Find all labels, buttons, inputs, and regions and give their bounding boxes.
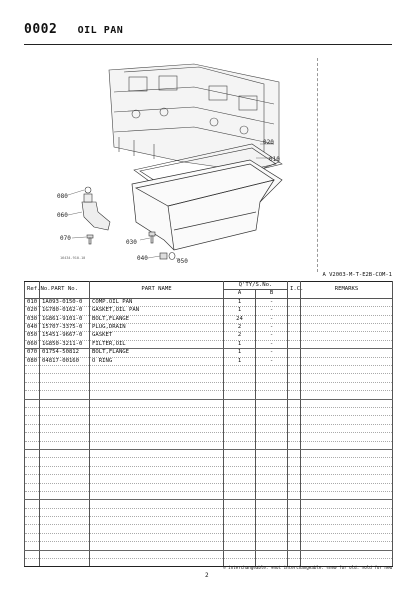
cell-a xyxy=(224,416,256,424)
cell-a xyxy=(224,374,256,382)
table-row xyxy=(25,458,393,466)
interchangeability-legend: ⇔ interchangeable. ⇎not interchangeable. ⇐new for old. ⇒old for new xyxy=(223,565,392,570)
cell-b: - xyxy=(256,340,288,348)
table-row xyxy=(25,332,393,340)
cell-remarks xyxy=(301,307,393,315)
cell-a xyxy=(224,466,256,474)
section-title: OIL PAN xyxy=(77,25,124,36)
cell-part-no: 01754-50812 xyxy=(40,349,90,357)
table-row xyxy=(25,466,393,474)
cell-name xyxy=(90,408,224,416)
table-row xyxy=(25,533,393,541)
cell-name xyxy=(90,366,224,374)
cell-name xyxy=(90,433,224,441)
cell-a: 24 xyxy=(224,315,256,323)
cell-part-no xyxy=(40,399,90,407)
cell-ic xyxy=(288,349,301,357)
cell-name xyxy=(90,424,224,432)
cell-part-no xyxy=(40,458,90,466)
cell-ic xyxy=(288,307,301,315)
cell-b xyxy=(256,483,288,491)
cell-a: 1 xyxy=(224,307,256,315)
cell-ref xyxy=(25,366,40,374)
cell-a xyxy=(224,500,256,508)
cell-remarks xyxy=(301,458,393,466)
flange-bolt xyxy=(149,232,155,243)
table-row xyxy=(25,340,393,348)
table-row xyxy=(25,441,393,449)
cell-remarks xyxy=(301,508,393,516)
cell-remarks xyxy=(301,424,393,432)
cell-remarks xyxy=(301,449,393,457)
cell-ref xyxy=(25,559,40,567)
cell-ic xyxy=(288,500,301,508)
cell-part-no xyxy=(40,366,90,374)
cell-ref: 050 xyxy=(25,332,40,340)
cell-name xyxy=(90,517,224,525)
cell-name xyxy=(90,550,224,558)
oil-filter xyxy=(82,187,110,230)
table-row xyxy=(25,542,393,550)
cell-remarks xyxy=(301,357,393,365)
cell-name xyxy=(90,416,224,424)
cell-b xyxy=(256,399,288,407)
cell-name: GASKET xyxy=(90,332,224,340)
cell-b: - xyxy=(256,349,288,357)
cell-ic xyxy=(288,491,301,499)
cell-remarks xyxy=(301,340,393,348)
cell-ic xyxy=(288,374,301,382)
cell-remarks xyxy=(301,491,393,499)
col-ic: I.C. xyxy=(288,282,301,299)
cell-remarks xyxy=(301,382,393,390)
callout-070: 070 xyxy=(60,235,71,242)
table-row xyxy=(25,349,393,357)
cell-part-no: 15707-3375-0 xyxy=(40,324,90,332)
cell-ic xyxy=(288,475,301,483)
cell-remarks xyxy=(301,475,393,483)
cell-a xyxy=(224,508,256,516)
table-row xyxy=(25,382,393,390)
cell-ic xyxy=(288,525,301,533)
cell-part-no xyxy=(40,491,90,499)
cell-a xyxy=(224,533,256,541)
cell-b xyxy=(256,374,288,382)
cell-name xyxy=(90,374,224,382)
table-row xyxy=(25,433,393,441)
cell-ic xyxy=(288,517,301,525)
cell-ref: 020 xyxy=(25,307,40,315)
cell-name xyxy=(90,542,224,550)
table-row xyxy=(25,483,393,491)
cell-part-no xyxy=(40,508,90,516)
callout-060: 060 xyxy=(57,212,68,219)
cell-part-no xyxy=(40,550,90,558)
callout-010: 010 xyxy=(269,156,280,163)
table-row xyxy=(25,307,393,315)
cell-part-no: 15451-9667-0 xyxy=(40,332,90,340)
cell-remarks xyxy=(301,324,393,332)
cell-name: BOLT,FLANGE xyxy=(90,349,224,357)
cell-b xyxy=(256,382,288,390)
col-qty: Q'TY/S.No. xyxy=(224,282,288,290)
cell-ref xyxy=(25,542,40,550)
callout-080: 080 xyxy=(57,193,68,200)
cell-ic xyxy=(288,399,301,407)
cell-a: 1 xyxy=(224,357,256,365)
cell-ic xyxy=(288,441,301,449)
cell-a xyxy=(224,491,256,499)
cell-part-no xyxy=(40,542,90,550)
cell-b: - xyxy=(256,332,288,340)
cell-ic xyxy=(288,382,301,390)
cell-remarks xyxy=(301,441,393,449)
cell-part-no xyxy=(40,408,90,416)
section-code: 0002 xyxy=(24,22,58,37)
cell-ic xyxy=(288,533,301,541)
exploded-diagram xyxy=(24,52,392,272)
cell-ref xyxy=(25,424,40,432)
cell-b xyxy=(256,433,288,441)
cell-ic xyxy=(288,357,301,365)
cell-part-no: 04817-00160 xyxy=(40,357,90,365)
cell-a xyxy=(224,449,256,457)
cell-ic xyxy=(288,458,301,466)
cell-b xyxy=(256,533,288,541)
cell-name xyxy=(90,508,224,516)
cell-b xyxy=(256,458,288,466)
cell-name xyxy=(90,458,224,466)
cell-a: 1 xyxy=(224,340,256,348)
oil-pan xyxy=(132,160,282,250)
cell-remarks xyxy=(301,391,393,399)
cell-name xyxy=(90,391,224,399)
cell-part-no xyxy=(40,500,90,508)
cell-ref xyxy=(25,517,40,525)
cell-ref: 080 xyxy=(25,357,40,365)
cell-part-no xyxy=(40,533,90,541)
cell-remarks xyxy=(301,374,393,382)
cell-b xyxy=(256,449,288,457)
cell-remarks xyxy=(301,517,393,525)
cell-part-no xyxy=(40,416,90,424)
cell-ic xyxy=(288,466,301,474)
cell-part-no: 1A093-0150-0 xyxy=(40,298,90,306)
cell-ref xyxy=(25,399,40,407)
col-part-no: PART No. xyxy=(40,282,90,299)
table-row xyxy=(25,357,393,365)
cell-part-no xyxy=(40,449,90,457)
table-row xyxy=(25,550,393,558)
cell-ic xyxy=(288,416,301,424)
table-row xyxy=(25,416,393,424)
cell-name: FILTER,OIL xyxy=(90,340,224,348)
cell-remarks xyxy=(301,500,393,508)
cell-part-no: 1G850-3211-0 xyxy=(40,340,90,348)
cell-a xyxy=(224,408,256,416)
cell-ic xyxy=(288,340,301,348)
cell-b xyxy=(256,424,288,432)
cell-b: - xyxy=(256,307,288,315)
cell-ic xyxy=(288,433,301,441)
cell-ref: 010 xyxy=(25,298,40,306)
table-row xyxy=(25,525,393,533)
cell-part-no xyxy=(40,441,90,449)
cell-remarks xyxy=(301,416,393,424)
cell-part-no xyxy=(40,382,90,390)
cell-remarks xyxy=(301,298,393,306)
cell-name xyxy=(90,441,224,449)
cell-ref xyxy=(25,458,40,466)
cell-remarks xyxy=(301,349,393,357)
cell-b xyxy=(256,491,288,499)
cell-a: 1 xyxy=(224,349,256,357)
cell-b: - xyxy=(256,324,288,332)
cell-ref xyxy=(25,475,40,483)
cell-name xyxy=(90,533,224,541)
cell-a xyxy=(224,542,256,550)
table-row xyxy=(25,424,393,432)
cell-name: BOLT,FLANGE xyxy=(90,315,224,323)
cell-b xyxy=(256,441,288,449)
cell-b: - xyxy=(256,357,288,365)
cell-name xyxy=(90,483,224,491)
cell-remarks xyxy=(301,466,393,474)
table-row xyxy=(25,366,393,374)
cell-part-no: 1G861-9101-0 xyxy=(40,315,90,323)
cell-part-no xyxy=(40,391,90,399)
cell-remarks xyxy=(301,542,393,550)
cell-b xyxy=(256,466,288,474)
cell-b xyxy=(256,475,288,483)
cell-a xyxy=(224,483,256,491)
cell-ic xyxy=(288,315,301,323)
page-header xyxy=(24,22,123,37)
cell-remarks xyxy=(301,433,393,441)
cell-a xyxy=(224,550,256,558)
cell-ref xyxy=(25,391,40,399)
cell-ref xyxy=(25,508,40,516)
table-row xyxy=(25,408,393,416)
cell-b xyxy=(256,542,288,550)
cell-b xyxy=(256,391,288,399)
cell-a xyxy=(224,366,256,374)
cell-b xyxy=(256,525,288,533)
cell-a xyxy=(224,525,256,533)
cell-a xyxy=(224,382,256,390)
cell-part-no xyxy=(40,475,90,483)
cell-name xyxy=(90,382,224,390)
cell-ref xyxy=(25,491,40,499)
cell-ic xyxy=(288,508,301,516)
cell-remarks xyxy=(301,315,393,323)
table-row xyxy=(25,475,393,483)
cell-b xyxy=(256,500,288,508)
cell-part-no xyxy=(40,466,90,474)
cell-part-no xyxy=(40,433,90,441)
cell-ic xyxy=(288,408,301,416)
cell-name xyxy=(90,449,224,457)
cell-b xyxy=(256,550,288,558)
engine-block xyxy=(109,64,279,172)
cell-part-no xyxy=(40,525,90,533)
table-row xyxy=(25,399,393,407)
cell-b xyxy=(256,366,288,374)
cell-name: O RING xyxy=(90,357,224,365)
cell-a: 1 xyxy=(224,298,256,306)
cell-ic xyxy=(288,366,301,374)
table-row xyxy=(25,517,393,525)
cell-ref xyxy=(25,408,40,416)
callout-030: 030 xyxy=(126,239,137,246)
table-row xyxy=(25,315,393,323)
cell-remarks xyxy=(301,332,393,340)
cell-remarks xyxy=(301,366,393,374)
cell-ref xyxy=(25,483,40,491)
cell-b xyxy=(256,408,288,416)
cell-name xyxy=(90,475,224,483)
table-row xyxy=(25,508,393,516)
cell-a xyxy=(224,475,256,483)
col-part-name: PART NAME xyxy=(90,282,224,299)
cell-name: COMP.OIL PAN xyxy=(90,298,224,306)
cell-remarks xyxy=(301,408,393,416)
callout-050: 050 xyxy=(177,258,188,265)
cell-ref xyxy=(25,449,40,457)
cell-name xyxy=(90,525,224,533)
figure-reference: A V2003-M-T-E2B-COM-1 xyxy=(322,272,392,278)
cell-a: 2 xyxy=(224,324,256,332)
cell-remarks xyxy=(301,550,393,558)
cell-ref: 030 xyxy=(25,315,40,323)
cell-ic xyxy=(288,449,301,457)
cell-ic xyxy=(288,332,301,340)
cell-a xyxy=(224,441,256,449)
cell-part-no: 1G780-0162-0 xyxy=(40,307,90,315)
table-row xyxy=(25,449,393,457)
cell-name: PLUG,DRAIN xyxy=(90,324,224,332)
cell-a xyxy=(224,458,256,466)
table-row xyxy=(25,374,393,382)
filter-bolt xyxy=(87,235,93,244)
cell-b xyxy=(256,517,288,525)
drain-plug xyxy=(160,253,175,260)
cell-ref xyxy=(25,525,40,533)
cell-ref xyxy=(25,441,40,449)
figure-small-label: 16434-910-10 xyxy=(60,256,86,260)
cell-a xyxy=(224,399,256,407)
cell-ic xyxy=(288,391,301,399)
cell-remarks xyxy=(301,525,393,533)
cell-ref: 060 xyxy=(25,340,40,348)
cell-a xyxy=(224,424,256,432)
cell-ref xyxy=(25,466,40,474)
cell-remarks xyxy=(301,399,393,407)
cell-ic xyxy=(288,424,301,432)
cell-name xyxy=(90,399,224,407)
col-ref: Ref.No. xyxy=(25,282,40,299)
cell-ic xyxy=(288,542,301,550)
cell-ic xyxy=(288,324,301,332)
cell-a: 2 xyxy=(224,332,256,340)
cell-ref xyxy=(25,433,40,441)
cell-part-no xyxy=(40,559,90,567)
cell-remarks xyxy=(301,483,393,491)
table-row xyxy=(25,324,393,332)
callout-020: 020 xyxy=(263,139,274,146)
cell-b xyxy=(256,416,288,424)
cell-ref xyxy=(25,500,40,508)
page-number: 2 xyxy=(205,572,209,579)
cell-ref: 070 xyxy=(25,349,40,357)
parts-table xyxy=(24,281,393,567)
col-remarks: REMARKS xyxy=(301,282,393,299)
table-row xyxy=(25,491,393,499)
cell-part-no xyxy=(40,483,90,491)
header-rule xyxy=(24,44,392,45)
cell-ref xyxy=(25,550,40,558)
cell-part-no xyxy=(40,374,90,382)
cell-a xyxy=(224,433,256,441)
cell-b: - xyxy=(256,315,288,323)
callout-040: 040 xyxy=(137,255,148,262)
cell-ic xyxy=(288,298,301,306)
col-qty-b: B xyxy=(256,290,288,298)
cell-a xyxy=(224,517,256,525)
table-row xyxy=(25,298,393,306)
cell-name xyxy=(90,500,224,508)
cell-ic xyxy=(288,483,301,491)
cell-ref xyxy=(25,533,40,541)
cell-remarks xyxy=(301,533,393,541)
cell-ref xyxy=(25,374,40,382)
cell-b: - xyxy=(256,298,288,306)
cell-name xyxy=(90,466,224,474)
cell-part-no xyxy=(40,517,90,525)
cell-b xyxy=(256,508,288,516)
cell-a xyxy=(224,391,256,399)
cell-ref: 040 xyxy=(25,324,40,332)
table-row xyxy=(25,500,393,508)
table-row xyxy=(25,391,393,399)
cell-part-no xyxy=(40,424,90,432)
cell-ref xyxy=(25,382,40,390)
cell-ic xyxy=(288,550,301,558)
cell-name xyxy=(90,491,224,499)
cell-name xyxy=(90,559,224,567)
cell-name: GASKET,OIL PAN xyxy=(90,307,224,315)
col-qty-a: A xyxy=(224,290,256,298)
cell-ref xyxy=(25,416,40,424)
